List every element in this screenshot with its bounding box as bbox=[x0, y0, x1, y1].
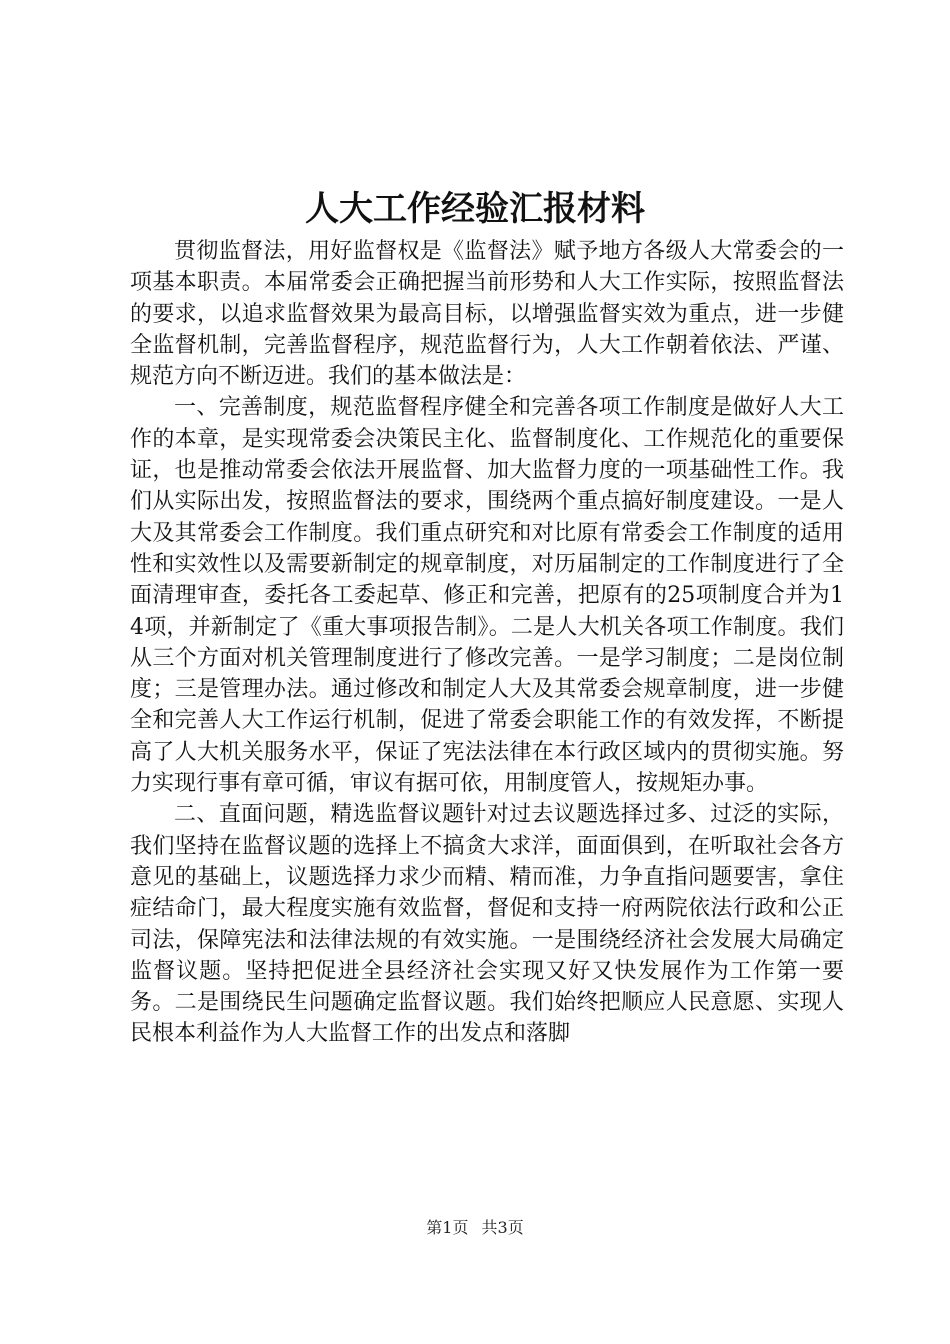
page-number: 第1页 bbox=[426, 1218, 469, 1237]
paragraph-intro: 贯彻监督法，用好监督权是《监督法》赋予地方各级人大常委会的一项基本职责。本届常委会正确把握当前形势和人大工作实际，按照监督法的要求，以追求监督效果为最高目标，以增强监督实效为重点，进一步健全监督机制，完善监督程序，规范监督行为，人大工作朝着依法、严谨、规范方向不断迈进。我们的基本做法是： bbox=[130, 239, 844, 390]
paragraph-section-1: 一、完善制度，规范监督程序健全和完善各项工作制度是做好人大工作的本章，是实现常委会决策民主化、监督制度化、工作规范化的重要保证，也是推动常委会依法开展监督、加大监督力度的一项基础性工作。我们从实际出发，按照监督法的要求，围绕两个重点搞好制度建设。一是人大及其常委会工作制度。我们重点研究和对比原有常委会工作制度的适用性和实效性以及需要新制定的规章制度，对历届制定的工作制度进行了全面清理审查，委托各工委起草、修正和完善，把原有的25项制度合并为14项，并新制定了《重大事项报告制》。二是人大机关各项工作制度。我们从三个方面对机关管理制度进行了修改完善。一是学习制度；二是岗位制度；三是管理办法。通过修改和制定人大及其常委会规章制度，进一步健全和完善人大工作运行机制，促进了常委会职能工作的有效发挥，不断提高了人大机关服务水平，保证了宪法法律在本行政区域内的贯彻实施。努力实现行事有章可循，审议有据可依，用制度管人，按规矩办事。 bbox=[130, 395, 844, 797]
page-footer bbox=[0, 1216, 950, 1240]
document-body bbox=[130, 236, 844, 1050]
paragraph-section-2: 二、直面问题，精选监督议题针对过去议题选择过多、过泛的实际，我们坚持在监督议题的选择上不搞贪大求洋，面面俱到，在听取社会各方意见的基础上，议题选择力求少而精、精而准，力争直指问题要害，拿住症结命门，最大程度实施有效监督，督促和支持一府两院依法行政和公正司法，保障宪法和法律法规的有效实施。一是围绕经济社会发展大局确定监督议题。坚持把促进全县经济社会实现又好又快发展作为工作第一要务。二是围绕民生问题确定监督议题。我们始终把顺应人民意愿、实现人民根本利益作为人大监督工作的出发点和落脚 bbox=[130, 802, 844, 1047]
document-title: 人大工作经验汇报材料 bbox=[305, 189, 645, 229]
page-total: 共3页 bbox=[481, 1218, 524, 1237]
